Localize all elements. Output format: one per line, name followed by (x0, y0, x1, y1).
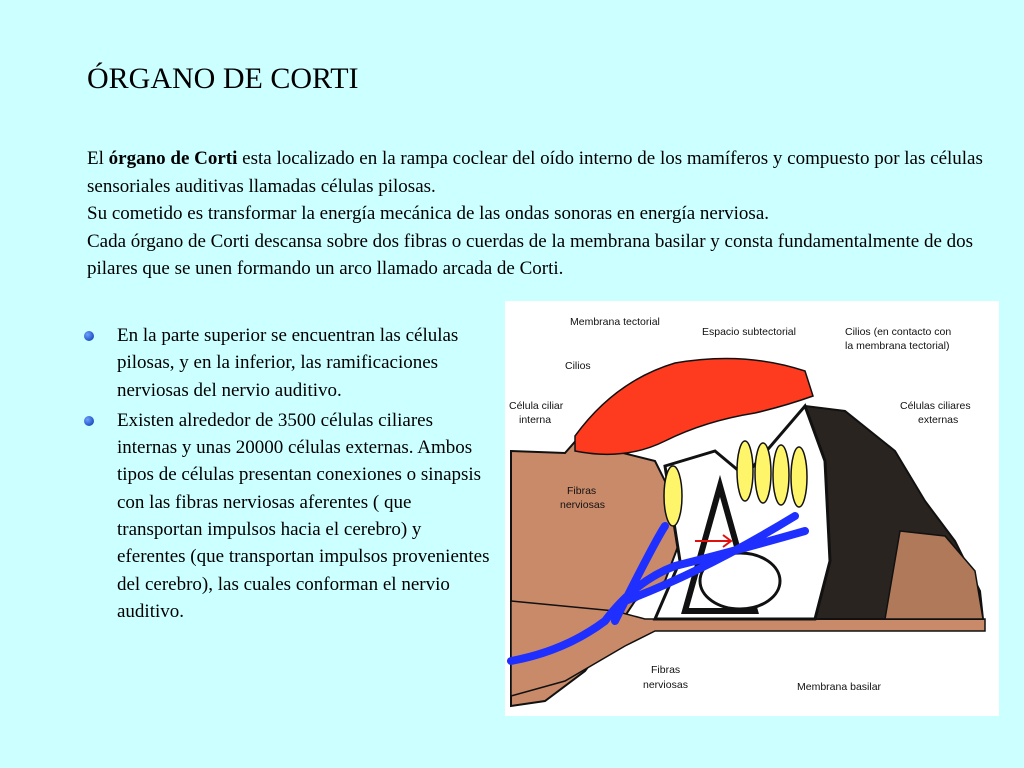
bullet-text: Existen alrededor de 3500 células ciliares internas y unas 20000 células externas. Ambos tipos de células presentan conexiones o sinapsis con las fibras nerviosas aferentes ( que transportan impulsos hacia el cerebro) y eferentes (que transportan impulsos provenientes del cerebro), las cuales conforman el nervio auditivo. (117, 409, 490, 622)
label-celulas-externas-2: externas (918, 414, 959, 426)
label-fibras-2: nerviosas (560, 499, 605, 511)
intro-line-3: Cada órgano de Corti descansa sobre dos fibras o cuerdas de la membrana basilar y consta fundamentalmente de dos pilares que se unen formando un arco llamado arcada de Corti. (87, 230, 974, 279)
label-espacio-subtectorial: Espacio subtectorial (702, 326, 796, 338)
intro-prefix: El (87, 148, 109, 169)
label-fibras-1: Fibras (567, 485, 597, 497)
label-cilios: Cilios (565, 360, 591, 372)
bullet-icon (84, 331, 94, 341)
label-celulas-externas-1: Células ciliares (900, 400, 971, 412)
organ-of-corti-diagram (505, 301, 999, 716)
label-membrana-tectorial: Membrana tectorial (570, 316, 660, 328)
bullet-icon (84, 416, 94, 426)
label-cilios-contacto-2: la membrana tectorial) (845, 340, 950, 352)
label-cilios-contacto-1: Cilios (en contacto con (845, 326, 952, 338)
label-celula-interna-2: interna (519, 414, 552, 426)
page-title: ÓRGANO DE CORTI (87, 62, 359, 95)
intro-rest: esta localizado en la rampa coclear del oído interno de los mamíferos y compuesto por las células sensoriales auditivas llamadas células pilosas. (87, 148, 983, 197)
outer-cells-tissue (885, 531, 983, 619)
bullet-list (84, 322, 494, 628)
list-item (84, 407, 494, 625)
label-fibras-bottom-2: nerviosas (643, 679, 688, 691)
intro-bold-term: órgano de Corti (108, 148, 238, 169)
bullet-text: En la parte superior se encuentran las células pilosas, y en la inferior, las ramificaciones nerviosas del nervio auditivo. (117, 325, 459, 401)
intro-paragraph (87, 145, 987, 283)
intro-line-2: Su cometido es transformar la energía mecánica de las ondas sonoras en energía nerviosa. (87, 203, 769, 224)
label-celula-interna-1: Célula ciliar (509, 400, 564, 412)
label-membrana-basilar: Membrana basilar (797, 681, 882, 693)
list-item (84, 322, 494, 404)
label-fibras-bottom-1: Fibras (651, 664, 681, 676)
diagram-svg (505, 301, 999, 716)
